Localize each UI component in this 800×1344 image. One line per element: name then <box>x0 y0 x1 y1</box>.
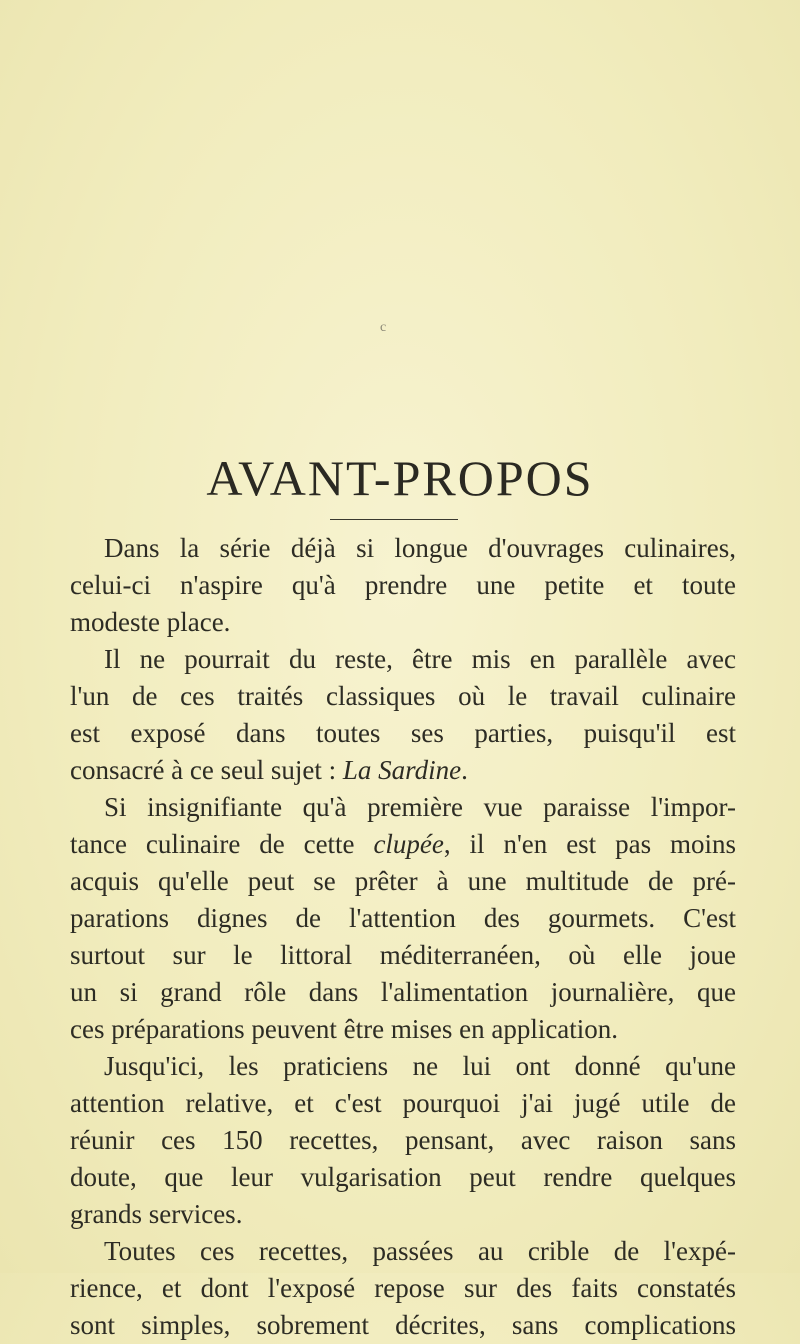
italic-title: La Sardine <box>342 755 462 785</box>
text-line: réunir ces 150 recettes, pensant, avec raison sans <box>70 1125 736 1155</box>
text-line: modeste place. <box>70 607 231 637</box>
text-line: acquis qu'elle peut se prêter à une multitude de pré- <box>70 866 736 896</box>
text-line: ces préparations peuvent être mises en application. <box>70 1014 619 1044</box>
text-line: Il ne pourrait du reste, être mis en parallèle avec <box>104 644 736 674</box>
page-mark: c <box>380 320 387 335</box>
paragraph-2 <box>70 641 736 789</box>
text-line: Si insignifiante qu'à première vue paraisse l'impor- <box>104 792 736 822</box>
body-text <box>70 530 736 1344</box>
text-line: est exposé dans toutes ses parties, puisqu'il est <box>70 718 736 748</box>
paragraph-5 <box>70 1233 736 1344</box>
italic-word: clupée <box>373 829 444 859</box>
text-line: grands services. <box>70 1199 243 1229</box>
text-line <box>70 826 736 863</box>
text-line: Toutes ces recettes, passées au crible de l'expé- <box>104 1236 736 1266</box>
text-line: l'un de ces traités classiques où le travail culinaire <box>70 681 736 711</box>
paragraph-1 <box>70 530 736 641</box>
paragraph-3 <box>70 789 736 1048</box>
text-fragment: consacré à ce seul sujet : <box>70 755 343 785</box>
paragraph-4 <box>70 1048 736 1233</box>
text-line: Jusqu'ici, les praticiens ne lui ont donné qu'une <box>104 1051 736 1081</box>
text-line: doute, que leur vulgarisation peut rendre quelques <box>70 1162 736 1192</box>
text-fragment: . <box>461 755 468 785</box>
text-line: rience, et dont l'exposé repose sur des faits constatés <box>70 1273 736 1303</box>
text-line: attention relative, et c'est pourquoi j'ai jugé utile de <box>70 1088 736 1118</box>
text-fragment: tance culinaire de cette <box>70 829 374 859</box>
title-rule <box>330 519 458 520</box>
text-line: surtout sur le littoral méditerranéen, où elle joue <box>70 940 736 970</box>
text-line <box>70 752 736 789</box>
page-title: AVANT-PROPOS <box>206 450 594 506</box>
text-line: celui-ci n'aspire qu'à prendre une petite et toute <box>70 570 736 600</box>
text-line: Dans la série déjà si longue d'ouvrages culinaires, <box>104 533 736 563</box>
text-line: parations dignes de l'attention des gourmets. C'est <box>70 903 736 933</box>
text-line: sont simples, sobrement décrites, sans complications <box>70 1310 736 1340</box>
text-fragment: , il n'en est pas moins <box>443 829 736 859</box>
text-line: un si grand rôle dans l'alimentation journalière, que <box>70 977 736 1007</box>
